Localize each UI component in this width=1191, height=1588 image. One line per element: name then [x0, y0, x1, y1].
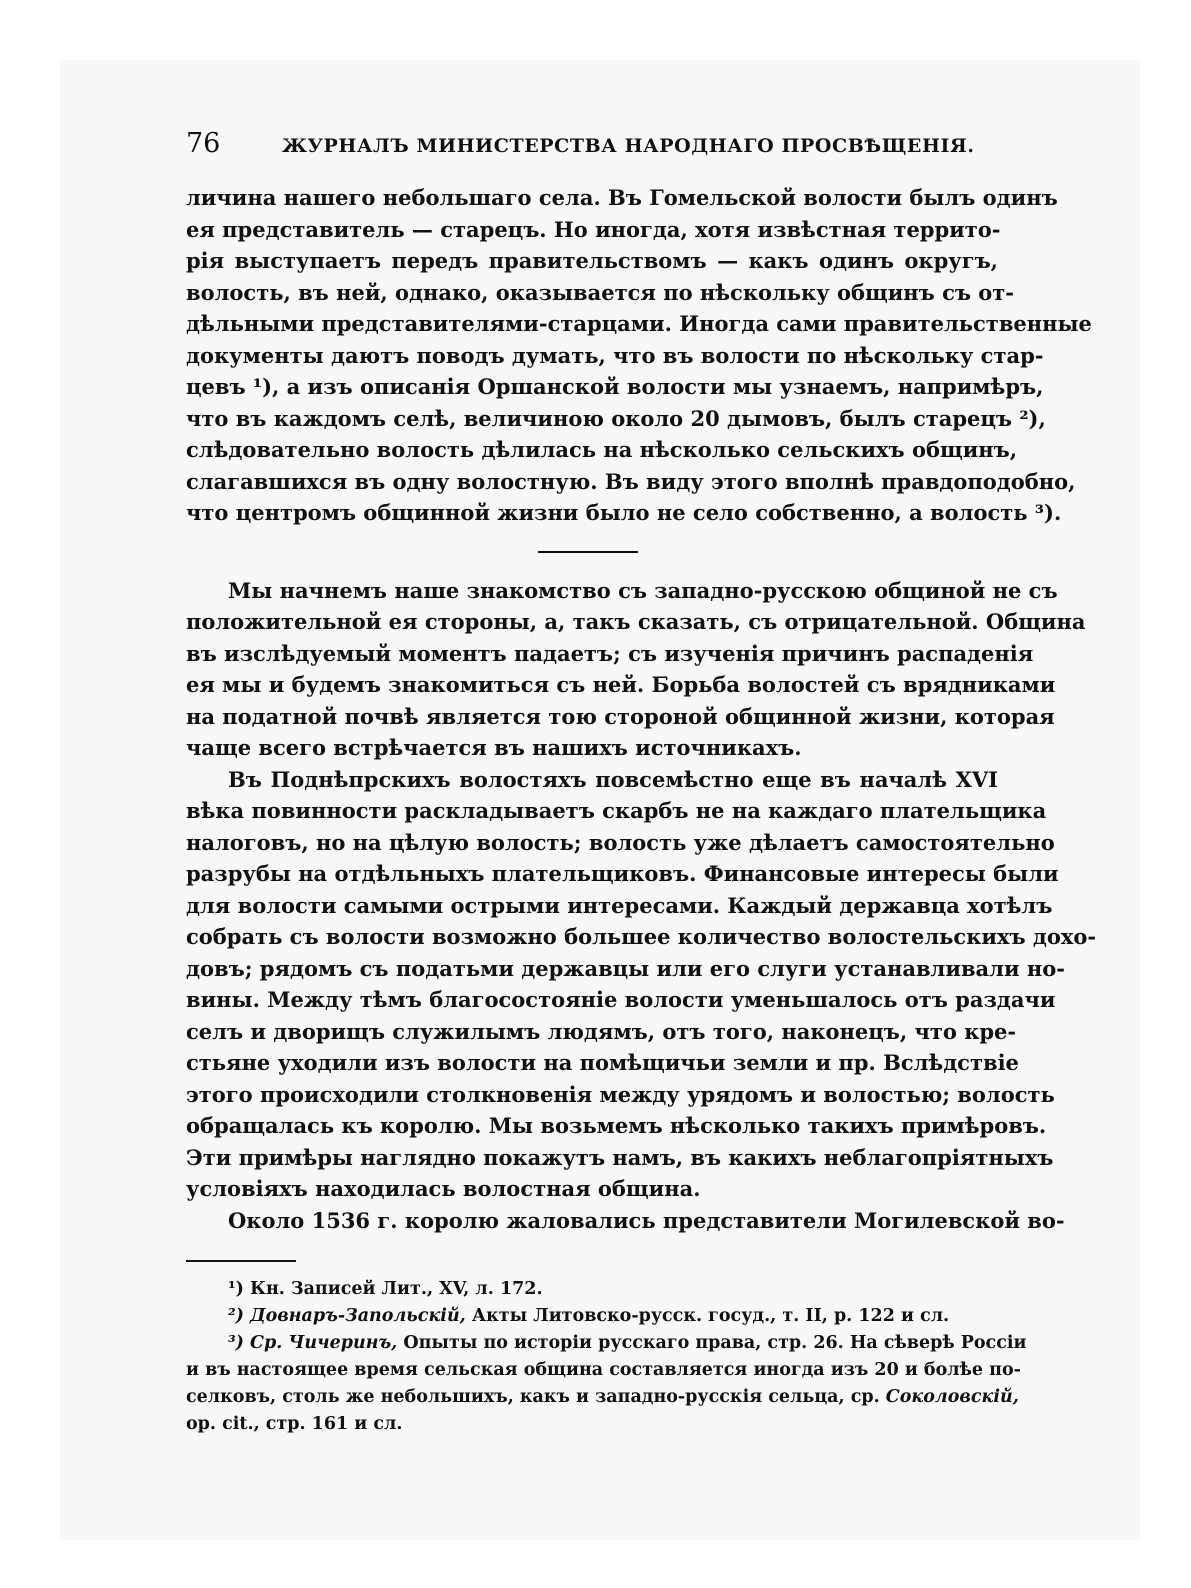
paragraph-2 — [186, 575, 1086, 764]
footnote-3-line: op. cit., стр. 161 и сл. — [186, 1414, 403, 1434]
text-line: дѣльными представителями-старцами. Иногда сами правительственные — [186, 311, 1092, 336]
text-line: волость, въ ней, однако, оказывается по нѣскольку общинъ съ от- — [186, 279, 1015, 305]
footnote-2 — [186, 1303, 998, 1330]
footnote-1: ¹) Кн. Записей Лит., XV, л. 172. — [228, 1279, 543, 1299]
paragraph-1 — [186, 182, 1092, 529]
text-line: слѣдовательно волость дѣлилась на нѣсколько сельскихъ общинъ, — [186, 437, 1018, 462]
footnotes — [186, 1276, 1027, 1438]
page-header — [186, 128, 998, 168]
footnote-author: ³) Ср. Чичеринъ, — [228, 1333, 398, 1353]
text-line: Эти примѣры наглядно покажутъ намъ, въ какихъ неблагопріятныхъ — [186, 1144, 1054, 1170]
footnote-author: Соколовскій, — [885, 1387, 1019, 1407]
footnote-3-line — [186, 1384, 1019, 1411]
text-line: ея представитель — старецъ. Но иногда, хотя извѣстная террито- — [186, 216, 1001, 242]
text-line: собрать съ волости возможно большее количество волостельскихъ дохо- — [186, 924, 1097, 949]
text-line: положительной ея стороны, а, такъ сказать, съ отрицательной. Община — [186, 609, 1086, 634]
section-separator — [538, 551, 638, 553]
text-line: довъ; рядомъ съ податьми державцы или его слуги устанавливали но- — [186, 955, 1065, 981]
footnote-author: ²) Довнаръ-Запольскій, — [228, 1306, 466, 1326]
text-line: разрубы на отдѣльныхъ плательщиковъ. Финансовые интересы были — [186, 861, 1059, 886]
text-line: этого происходили столкновенія между урядомъ и волостью; волость — [186, 1081, 1055, 1107]
text-line: что въ каждомъ селѣ, величиною около 20 дымовъ, былъ старецъ ²), — [186, 405, 1046, 431]
text-line: на податной почвѣ является тою стороной общинной жизни, которая — [186, 703, 1055, 729]
text-line: селъ и дворищъ служилымъ людямъ, отъ того, наконецъ, что кре- — [186, 1018, 1017, 1044]
text-line: стьяне уходили изъ волости на помѣщичьи земли и пр. Вслѣдствіе — [186, 1050, 1019, 1075]
footnote-3-line: и въ настоящее время сельская община составляется иногда изъ 20 и болѣе по- — [186, 1360, 1021, 1380]
text-line: Около 1536 г. королю жаловались представители Могилевской во- — [228, 1207, 1065, 1233]
text-line: цевъ ¹), а изъ описанія Оршанской волости мы узнаемъ, напримѣръ, — [186, 374, 1044, 399]
running-title: ЖУРНАЛЪ МИНИСТЕРСТВА НАРОДНАГО ПРОСВѢЩЕНІЯ. — [282, 135, 975, 157]
text-line: для волости самыми острыми интересами. Каждый державца хотѣлъ — [186, 892, 1053, 918]
text-line: что центромъ общинной жизни было не село собственно, а волость ³). — [186, 500, 1062, 525]
paragraph-4 — [186, 1205, 1065, 1237]
text-line: вѣка повинности раскладываетъ скарбъ не на каждаго плательщика — [186, 798, 1047, 823]
text-line: документы даютъ поводъ думать, что въ волости по нѣскольку стар- — [186, 342, 1044, 368]
text-line: рія выступаетъ передъ правительствомъ — какъ одинъ округъ, — [186, 248, 998, 273]
text-line: вины. Между тѣмъ благосостояніе волости уменьшалось отъ раздачи — [186, 987, 1056, 1012]
text-line: личина нашего небольшаго села. Въ Гомельской волости былъ одинъ — [186, 185, 1058, 210]
footnote-text: селковъ, столь же небольшихъ, какъ и западно-русскія сельца, ср. — [186, 1387, 886, 1407]
footnote-text: Акты Литовско-русск. госуд., т. II, р. 122 и сл. — [465, 1306, 950, 1326]
text-line: налоговъ, но на цѣлую волость; волость уже дѣлаетъ самостоятельно — [186, 829, 1055, 855]
text-line: слагавшихся въ одну волостную. Въ виду этого вполнѣ правдоподобно, — [186, 468, 1076, 494]
paragraph-3 — [186, 764, 1097, 1205]
footnote-text: Опыты по исторіи русскаго права, стр. 26. На сѣверѣ Россіи — [397, 1333, 1027, 1353]
text-line: ея мы и будемъ знакомиться съ ней. Борьба волостей съ врядниками — [186, 672, 1056, 697]
text-line: Мы начнемъ наше знакомство съ западно-русскою общиной не съ — [228, 577, 1058, 603]
footnote-rule — [186, 1260, 296, 1262]
book-page — [186, 128, 1097, 1438]
text-line: въ изслѣдуемый моментъ падаетъ; съ изученія причинъ распаденія — [186, 640, 1034, 666]
footnote-3 — [186, 1330, 1027, 1357]
text-line: Въ Поднѣпрскихъ волостяхъ повсемѣстно еще въ началѣ XVI — [228, 766, 998, 792]
text-line: чаще всего встрѣчается въ нашихъ источникахъ. — [186, 735, 802, 760]
text-line: условіяхъ находилась волостная община. — [186, 1176, 701, 1201]
text-line: обращалась къ королю. Мы возьмемъ нѣсколько такихъ примѣровъ. — [186, 1113, 1047, 1138]
page-number: 76 — [186, 128, 221, 159]
